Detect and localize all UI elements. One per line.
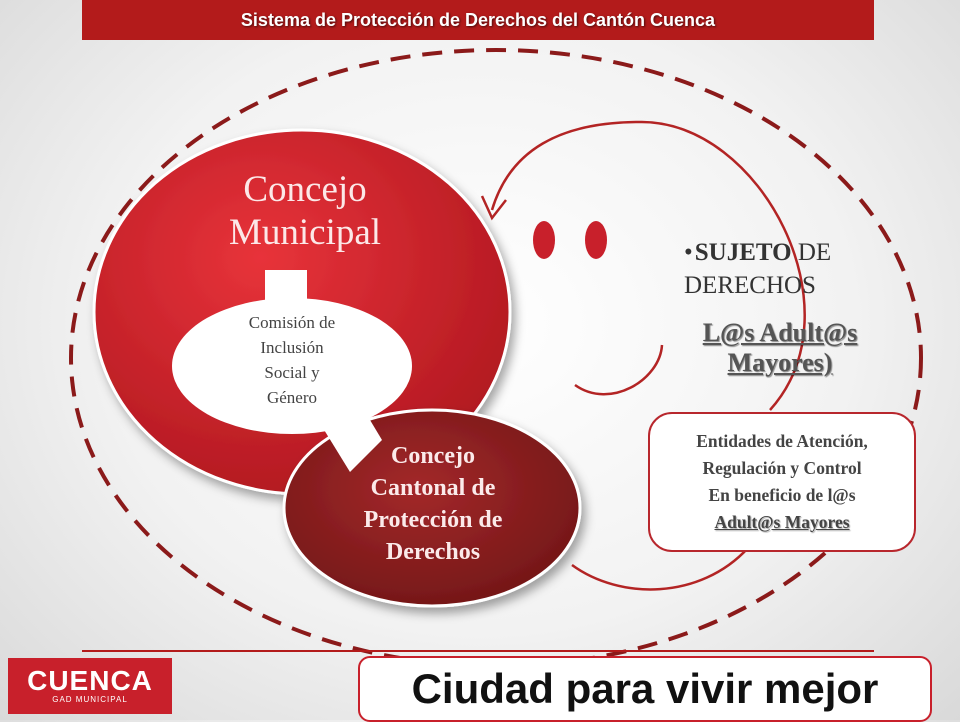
sujeto-bold: SUJETO bbox=[694, 239, 792, 266]
comision-line: Inclusión bbox=[260, 338, 324, 357]
concejo-municipal-label bbox=[210, 168, 400, 254]
adultos-line: Mayores) bbox=[727, 348, 833, 377]
concejo-cantonal-line: Concejo bbox=[391, 443, 475, 469]
lower-arrow-curve bbox=[572, 548, 748, 589]
comision-line: Social y bbox=[264, 363, 320, 382]
slogan-text: Ciudad para vivir mejor bbox=[411, 665, 879, 712]
entidades-line: En beneficio de l@s bbox=[708, 485, 856, 505]
comision-line: Comisión de bbox=[248, 313, 336, 332]
header-title: Sistema de Protección de Derechos del Cantón Cuenca bbox=[240, 9, 716, 30]
concejo-municipal-line: Municipal bbox=[228, 212, 382, 253]
sujeto-line2: DERECHOS bbox=[684, 272, 816, 299]
concejo-municipal-line: Concejo bbox=[243, 169, 367, 210]
concejo-cantonal-label bbox=[320, 440, 546, 568]
sujeto-rest: DE bbox=[791, 239, 832, 266]
eye-right bbox=[585, 221, 607, 259]
eye-left bbox=[533, 221, 555, 259]
footer-divider bbox=[82, 650, 874, 652]
cuenca-logo bbox=[8, 658, 172, 714]
adultos-line: L@s Adult@s bbox=[702, 318, 858, 347]
adultos-mayores-label bbox=[660, 318, 900, 378]
comision-line: Género bbox=[266, 388, 318, 407]
entidades-line: Entidades de Atención, bbox=[696, 431, 868, 451]
comision-label bbox=[222, 310, 362, 410]
entidades-box bbox=[648, 412, 916, 552]
concejo-cantonal-line: Cantonal de bbox=[370, 475, 496, 501]
curved-arrow bbox=[575, 345, 662, 394]
entidades-line: Regulación y Control bbox=[702, 458, 862, 478]
sujeto-derechos-label bbox=[684, 236, 884, 302]
slogan-box bbox=[358, 656, 932, 722]
bullet-icon: • bbox=[684, 239, 693, 266]
concejo-cantonal-line: Protección de bbox=[363, 507, 503, 533]
entidades-line: Adult@s Mayores bbox=[714, 512, 850, 532]
header-bar bbox=[82, 0, 874, 40]
concejo-cantonal-line: Derechos bbox=[385, 539, 481, 565]
logo-text: CUENCA bbox=[27, 665, 153, 696]
logo-subtitle: GAD MUNICIPAL bbox=[52, 695, 128, 704]
